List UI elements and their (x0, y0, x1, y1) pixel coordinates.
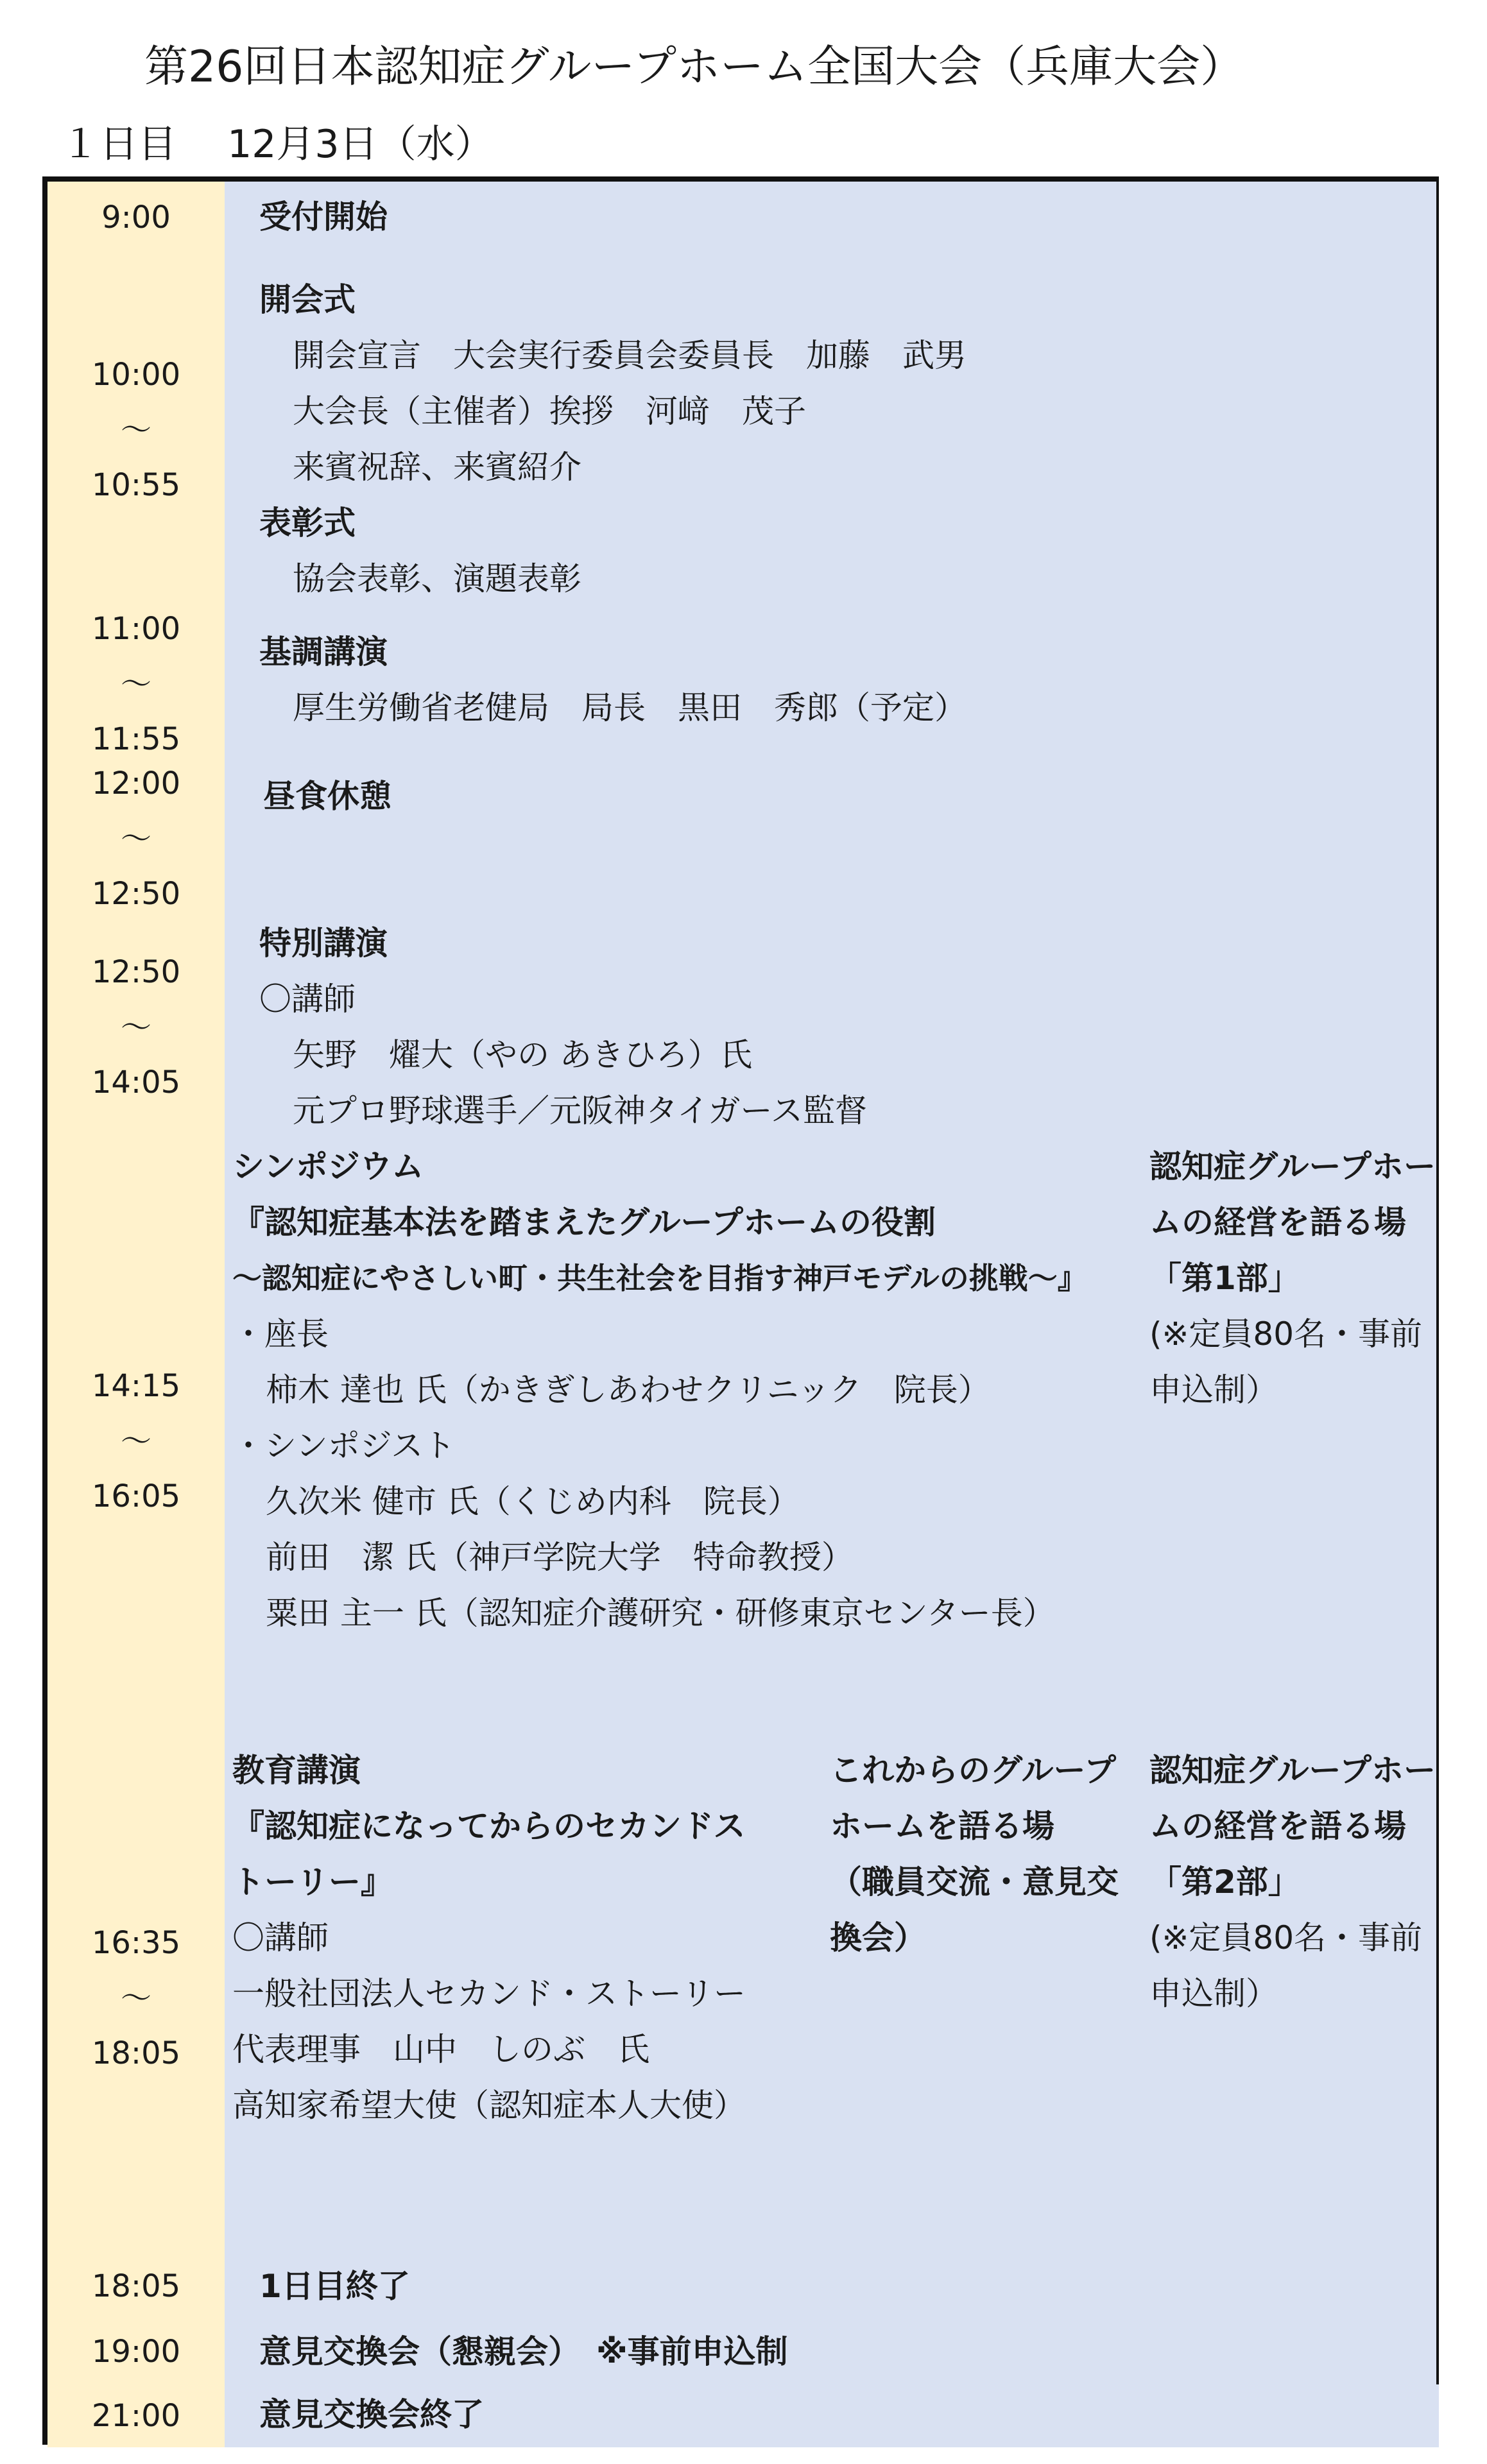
content-cell-r5 (225, 916, 1439, 1142)
time-cell-r2 (47, 253, 227, 609)
content-cell-r3 (225, 606, 1439, 764)
management-part-label: 「第2部」 (1149, 1863, 1300, 1901)
lecturer-label: 〇講師 (232, 1919, 329, 1956)
time-text: 18:05 (91, 2035, 181, 2071)
panelist-label: ・シンポジスト (232, 1427, 456, 1464)
day-label: １日目 12月3日（水） (61, 122, 494, 167)
page-title: 第26回日本認知症グループホーム全国大会（兵庫大会） (144, 42, 1244, 92)
management-session-part1-cell (1142, 1139, 1439, 1745)
symposium-subtheme: ～認知症にやさしい町・共生社会を目指す神戸モデルの挑戦～』 (232, 1261, 1087, 1296)
management-title-line: 認知症グループホー (1149, 1752, 1436, 1789)
content-cell-r10 (225, 2384, 1439, 2447)
panelist-name: 久次米 健市 氏（くじめ内科 院長） (266, 1483, 800, 1520)
education-lecture-cell (225, 1743, 825, 2256)
time-cell-r6 (47, 1139, 227, 1745)
time-text: 14:05 (91, 1065, 181, 1100)
panelist-name: 前田 潔 氏（神戸学院大学 特命教授） (266, 1539, 854, 1576)
time-text: 11:00 (91, 610, 181, 647)
time-text: 10:00 (91, 356, 181, 393)
lunch-break-title: 昼食休憩 (263, 778, 391, 815)
staff-exchange-title-line: 換会） (830, 1919, 926, 1956)
time-text: 16:05 (91, 1478, 181, 1514)
reception-party-title: 意見交換会（懇親会） ※事前申込制 (259, 2333, 788, 2370)
time-cell-r4 (47, 761, 227, 918)
time-cell-r9 (47, 2319, 227, 2387)
time-cell-r3 (47, 606, 227, 764)
staff-exchange-title-line: ホームを語る場 (830, 1808, 1054, 1845)
day-end-title: 1日目終了 (259, 2268, 410, 2305)
time-text: 12:50 (91, 954, 181, 990)
education-theme-line: 『認知症になってからのセカンドス (232, 1808, 746, 1845)
time-text: ～ (120, 1423, 151, 1459)
time-cell-r5 (47, 916, 227, 1142)
time-text: 10:55 (91, 466, 181, 503)
capacity-note-line: 申込制） (1149, 1371, 1278, 1408)
management-session-part2-cell (1142, 1743, 1439, 2256)
keynote-speaker: 厚生労働省老健局 局長 黒田 秀郎（予定） (293, 689, 967, 726)
time-text: 12:00 (91, 765, 181, 801)
time-text: 14:15 (91, 1367, 181, 1404)
symposium-cell (225, 1139, 1144, 1745)
reception-end-title: 意見交換会終了 (259, 2396, 484, 2433)
education-theme-line: トーリー』 (232, 1863, 393, 1901)
award-item: 協会表彰、演題表彰 (293, 560, 581, 597)
time-text: 18:05 (91, 2268, 181, 2304)
content-cell-r9 (225, 2319, 1439, 2387)
staff-exchange-cell (822, 1743, 1144, 2256)
opening-ceremony-title: 開会式 (259, 281, 356, 318)
lecturer-info-line: 高知家希望大使（認知症本人大使） (232, 2087, 746, 2124)
time-text: 19:00 (91, 2334, 181, 2370)
opening-item: 来賓祝辞、来賓紹介 (293, 449, 581, 486)
capacity-note-line: (※定員80名・事前 (1149, 1315, 1423, 1353)
content-cell-r2 (225, 253, 1439, 609)
management-title-line: 認知症グループホー (1149, 1148, 1436, 1185)
keynote-title: 基調講演 (259, 633, 388, 671)
education-title: 教育講演 (232, 1752, 361, 1789)
time-cell-r8 (47, 2254, 227, 2322)
lecturer-info-line: 一般社団法人セカンド・ストーリー (232, 1975, 746, 2012)
award-ceremony-title: 表彰式 (259, 504, 356, 542)
time-text: 11:55 (91, 721, 181, 757)
time-text: ～ (120, 411, 151, 448)
time-text: ～ (120, 820, 151, 857)
management-title-line: ムの経営を語る場 (1149, 1808, 1406, 1845)
capacity-note-line: 申込制） (1149, 1975, 1278, 2012)
symposium-theme: 『認知症基本法を踏まえたグループホームの役割 (232, 1204, 936, 1241)
time-text: ～ (120, 665, 151, 702)
reception-title: 受付開始 (259, 198, 388, 235)
lecturer-info-line: 代表理事 山中 しのぶ 氏 (232, 2031, 649, 2068)
time-text: ～ (120, 1980, 151, 2016)
time-text: 16:35 (91, 1925, 181, 1961)
time-text: 21:00 (91, 2398, 181, 2434)
time-text: 9:00 (101, 199, 171, 235)
schedule-table (42, 176, 1439, 2445)
capacity-note-line: (※定員80名・事前 (1149, 1919, 1423, 1956)
opening-item: 大会長（主催者）挨拶 河﨑 茂子 (293, 393, 806, 430)
lecturer-label: 〇講師 (259, 980, 356, 1018)
chair-label: ・座長 (232, 1315, 329, 1353)
panelist-name: 粟田 主一 氏（認知症介護研究・研修東京センター長） (266, 1595, 1055, 1632)
time-text: 12:50 (91, 875, 181, 912)
lecturer-profile: 元プロ野球選手／元阪神タイガース監督 (293, 1092, 867, 1129)
chair-name: 柿木 達也 氏（かきぎしあわせクリニック 院長） (266, 1371, 990, 1408)
staff-exchange-title-line: これからのグループ (830, 1752, 1116, 1789)
time-text: ～ (120, 1009, 151, 1045)
time-cell-r1 (47, 182, 227, 255)
time-cell-r7 (47, 1743, 227, 2256)
opening-item: 開会宣言 大会実行委員会委員長 加藤 武男 (293, 337, 967, 374)
content-cell-r1 (225, 182, 1439, 255)
lecturer-name: 矢野 燿大（やの あきひろ）氏 (293, 1036, 752, 1074)
management-part-label: 「第1部」 (1149, 1260, 1300, 1297)
management-title-line: ムの経営を語る場 (1149, 1204, 1406, 1241)
content-cell-r8 (225, 2254, 1439, 2322)
content-cell-r4 (225, 761, 1439, 918)
time-cell-r10 (47, 2384, 227, 2447)
special-lecture-title: 特別講演 (259, 925, 388, 962)
staff-exchange-title-line: （職員交流・意見交 (830, 1863, 1119, 1901)
symposium-title: シンポジウム (232, 1148, 424, 1185)
